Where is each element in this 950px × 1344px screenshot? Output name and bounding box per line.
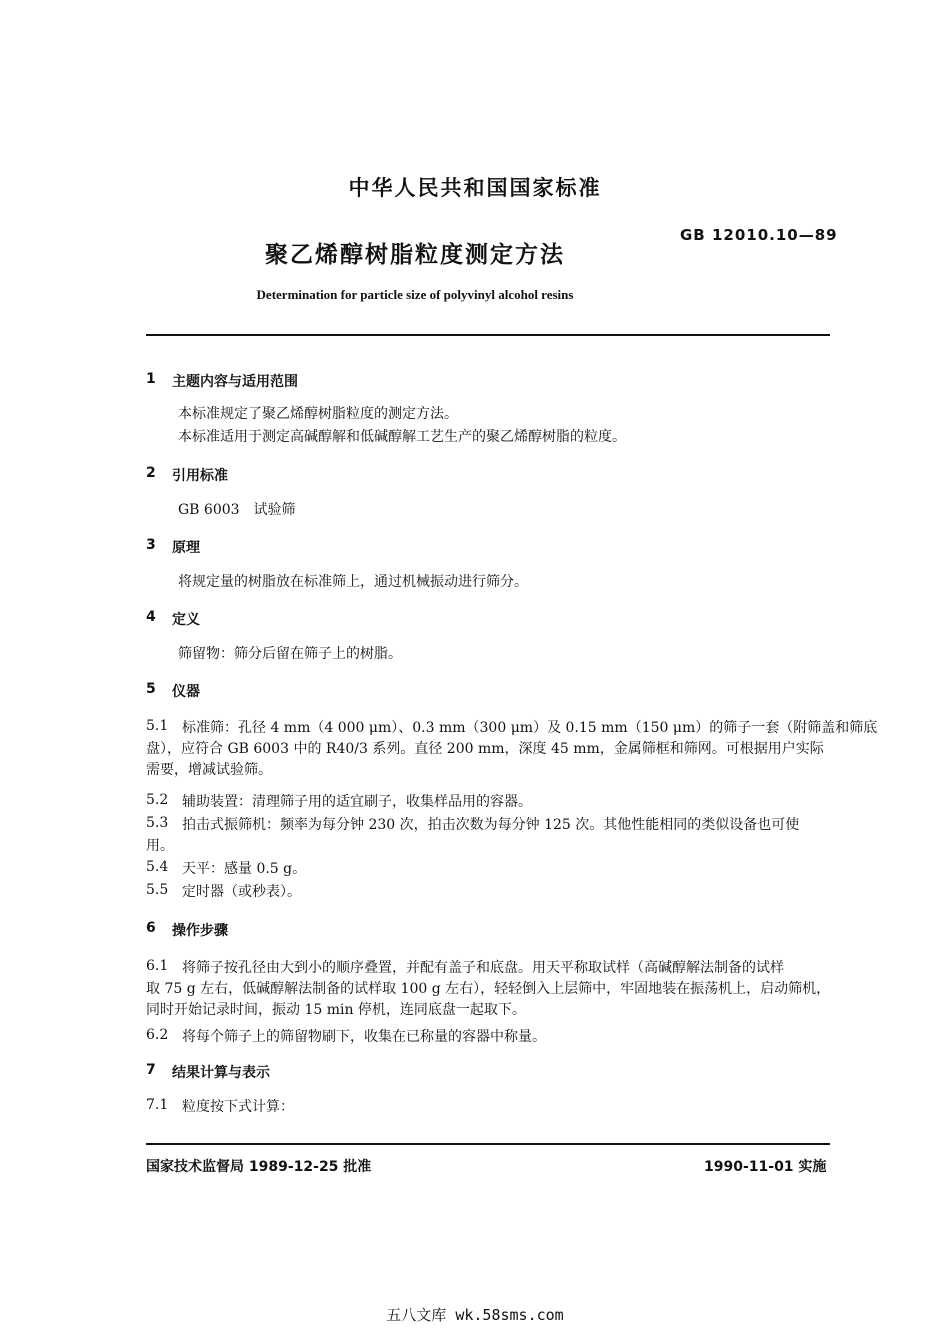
document-title-cn: 聚乙烯醇树脂粒度测定方法 <box>265 242 565 268</box>
clause-5-3-continuation: 用。 <box>146 838 174 854</box>
section-2-number: 2 <box>146 465 156 481</box>
clause-5-5-text: 定时器（或秒表）。 <box>182 884 301 900</box>
section-5-title: 仪器 <box>172 684 200 700</box>
section-7-title: 结果计算与表示 <box>172 1065 270 1081</box>
effective-date: 1990-11-01 实施 <box>704 1159 827 1175</box>
footer-divider <box>146 1143 830 1145</box>
section-1-title: 主题内容与适用范围 <box>172 374 298 390</box>
clause-5-4-number: 5.4 <box>146 859 169 875</box>
header-divider <box>146 334 830 336</box>
clause-6-2-text: 将每个筛子上的筛留物刷下，收集在已称量的容器中称量。 <box>182 1029 546 1045</box>
clause-6-1-continuation: 取 75 g 左右，低碱醇解法制备的试样取 100 g 左右），轻轻倒入上层筛中，牢固地装在振荡机上，启动筛机，同时开始记录时间，振动 15 min 停机，连同底盘一起取下。 <box>146 981 831 1018</box>
document-title-en: Determination for particle size of polyvinyl alcohol resins <box>256 287 574 302</box>
section-6-number: 6 <box>146 920 156 936</box>
section-4-title: 定义 <box>172 612 200 628</box>
clause-5-3-text: 拍击式振筛机：频率为每分钟 230 次，拍击次数为每分钟 125 次。其他性能相同的类似设备也可使 <box>182 817 800 833</box>
section-2-paragraph-1: GB 6003 试验筛 <box>178 502 296 518</box>
clause-7-1-text: 粒度按下式计算： <box>182 1099 294 1115</box>
section-4-number: 4 <box>146 609 156 625</box>
section-1-number: 1 <box>146 371 156 387</box>
clause-6-1-text: 将筛子按孔径由大到小的顺序叠置，并配有盖子和底盘。用天平称取试样（高碱醇解法制备的试样 <box>182 960 784 976</box>
approval-date: 国家技术监督局 1989-12-25 批准 <box>146 1159 372 1175</box>
section-3-title: 原理 <box>172 540 200 556</box>
clause-6-1-number: 6.1 <box>146 958 169 974</box>
national-standard-heading: 中华人民共和国国家标准 <box>348 176 602 200</box>
clause-5-5-number: 5.5 <box>146 882 169 898</box>
clause-5-3-number: 5.3 <box>146 815 169 831</box>
section-3-paragraph-1: 将规定量的树脂放在标准筛上，通过机械振动进行筛分。 <box>178 574 528 590</box>
clause-5-2-number: 5.2 <box>146 792 169 808</box>
section-1-paragraph-2: 本标准适用于测定高碱醇解和低碱醇解工艺生产的聚乙烯醇树脂的粒度。 <box>178 429 626 445</box>
clause-5-1-continuation: 盘），应符合 GB 6003 中的 R40/3 系列。直径 200 mm，深度 45 mm，金属筛框和筛网。可根据用户实际需要，增减试验筛。 <box>146 741 824 778</box>
clause-5-1-text: 标准筛：孔径 4 mm（4 000 μm）、0.3 mm（300 μm）及 0.15 mm（150 μm）的筛子一套（附筛盖和筛底 <box>182 720 878 736</box>
section-1-paragraph-1: 本标准规定了聚乙烯醇树脂粒度的测定方法。 <box>178 406 458 422</box>
clause-7-1-number: 7.1 <box>146 1097 169 1113</box>
clause-5-4-text: 天平：感量 0.5 g。 <box>182 861 307 877</box>
section-7-number: 7 <box>146 1062 156 1078</box>
standard-number: GB 12010.10—89 <box>680 226 838 244</box>
site-watermark: 五八文库 wk.58sms.com <box>386 1306 564 1324</box>
section-6-title: 操作步骤 <box>172 923 228 939</box>
section-3-number: 3 <box>146 537 156 553</box>
section-2-title: 引用标准 <box>172 468 228 484</box>
section-4-paragraph-1: 筛留物：筛分后留在筛子上的树脂。 <box>178 646 402 662</box>
clause-6-2-number: 6.2 <box>146 1027 169 1043</box>
clause-5-1-number: 5.1 <box>146 718 169 734</box>
clause-5-2-text: 辅助装置：清理筛子用的适宜刷子，收集样品用的容器。 <box>182 794 532 810</box>
section-5-number: 5 <box>146 681 156 697</box>
